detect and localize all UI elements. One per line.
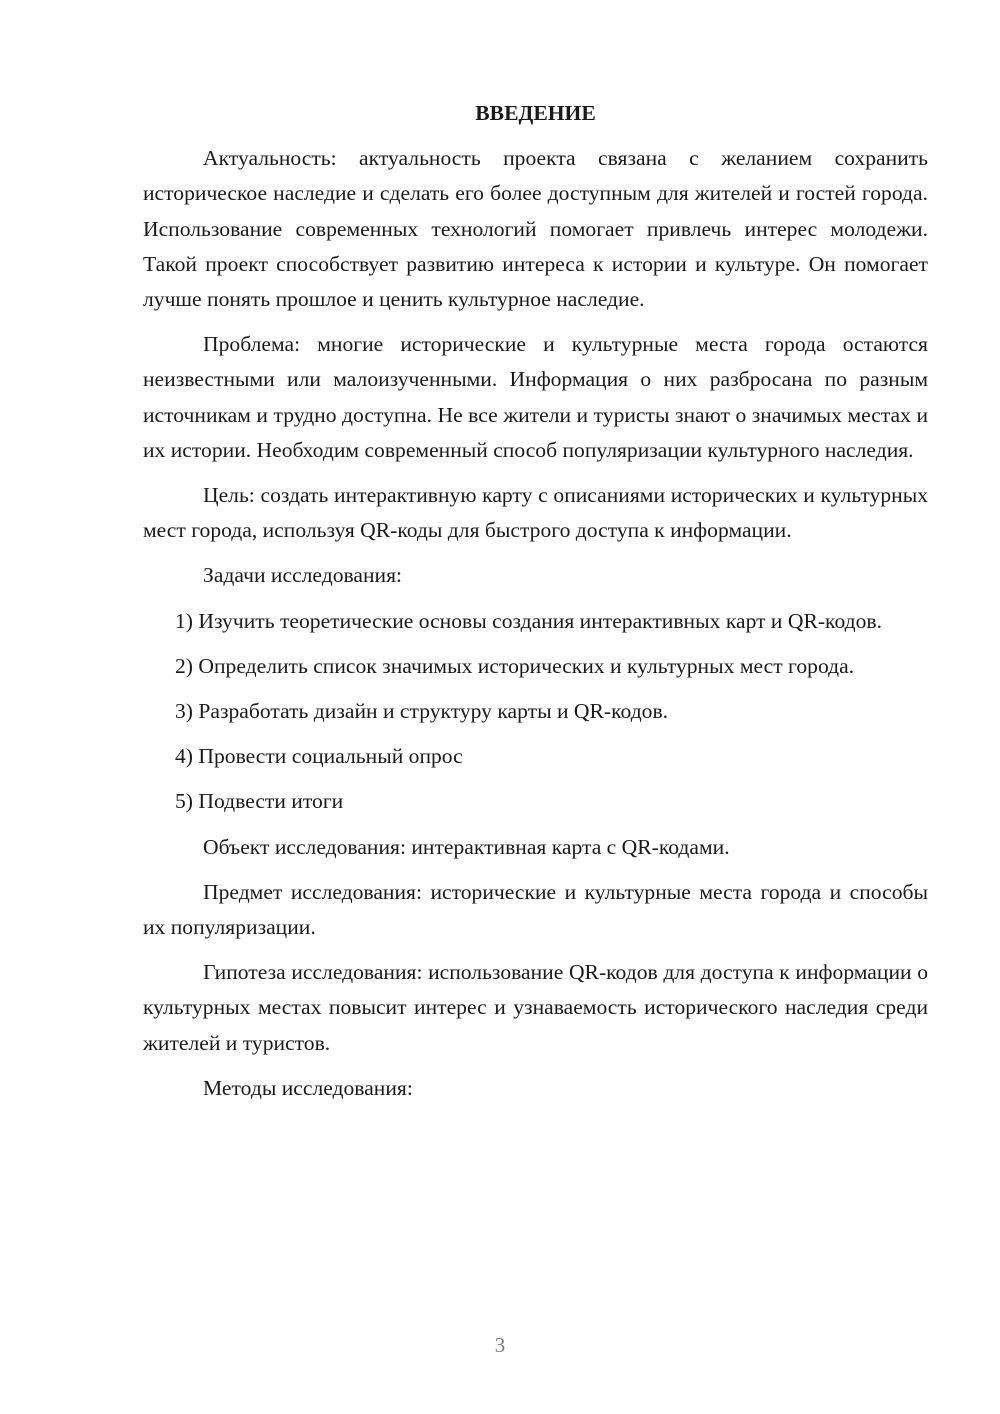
hypothesis-paragraph: Гипотеза исследования: использование QR-кодов для доступа к информации о культурных местах повысит интерес и узнаваемость исторического наследия среди жителей и туристов. (143, 960, 928, 1055)
relevance-paragraph: Актуальность: актуальность проекта связана с желанием сохранить историческое наследие и сделать его более доступным для жителей и гостей города. Использование современных технологий помогает привлечь интерес молодежи. Такой проект способствует развитию интереса к истории и культуре. Он помогает лучше понять прошлое и ценить культурное наследие. (143, 146, 928, 312)
task-item-3: 3) Разработать дизайн и структуру карты и QR-кодов. (175, 699, 669, 724)
task-item-1: 1) Изучить теоретические основы создания интерактивных карт и QR-кодов. (175, 608, 883, 633)
section-title: ВВЕДЕНИЕ (475, 101, 596, 125)
page-number: 3 (494, 1333, 506, 1357)
task-item-4: 4) Провести социальный опрос (175, 744, 463, 769)
problem-paragraph: Проблема: многие исторические и культурные места города остаются неизвестными или малоизученными. Информация о них разбросана по разным источникам и трудно доступна. Не все жители и туристы знают о значимых местах и их истории. Необходим современный способ популяризации культурного наследия. (143, 332, 928, 462)
document-page (143, 96, 928, 1116)
goal-paragraph: Цель: создать интерактивную карту с описаниями исторических и культурных мест города, используя QR-коды для быстрого доступа к информации. (143, 483, 928, 543)
object-paragraph: Объект исследования: интерактивная карта с QR-кодами. (203, 834, 730, 859)
tasks-heading: Задачи исследования: (203, 563, 403, 588)
methods-heading: Методы исследования: (203, 1075, 413, 1100)
subject-paragraph: Предмет исследования: исторические и культурные места города и способы их популяризации. (143, 879, 928, 940)
task-item-2: 2) Определить список значимых исторических и культурных мест города. (175, 653, 855, 678)
task-item-5: 5) Подвести итоги (175, 789, 344, 814)
